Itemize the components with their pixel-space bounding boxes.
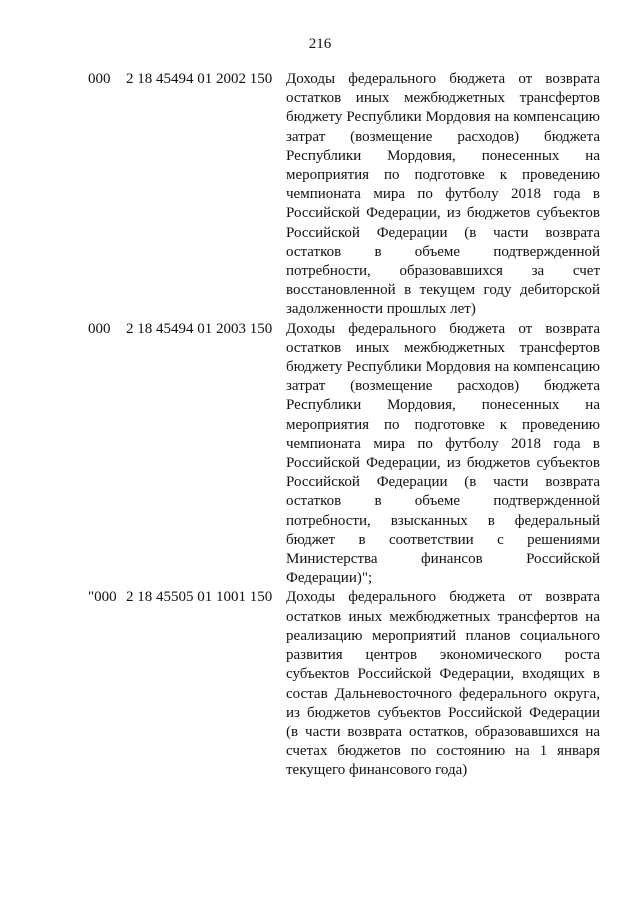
budget-code-list [88,70,600,781]
budget-classification-code: 2 18 45494 01 2002 150 [126,71,273,87]
admin-code: 000 [88,71,111,87]
income-description: Доходы федерального бюджета от возврата остатков иных межбюджетных трансфертов бюджету Республики Мордовия на компенсацию затрат (возмещение расходов) бюджета Республики Мордовия, понесенных на мероприятия по подготовке к проведению чемпионата мира по футболу 2018 года в Российской Федерации, из бюджетов субъектов Российской Федерации (в части возврата остатков в объеме подтвержденной потребности, образовавшихся за счет восстановленной в текущем году дебиторской задолженности прошлых лет) [286,71,600,318]
list-item [88,70,600,320]
list-item [88,588,600,780]
page-number: 216 [308,36,332,52]
budget-classification-code: 2 18 45505 01 1001 150 [126,589,273,606]
budget-classification-code: 2 18 45494 01 2003 150 [126,320,273,337]
admin-code: "000 [88,589,117,606]
income-description: Доходы федерального бюджета от возврата остатков иных межбюджетных трансфертов бюджету Республики Мордовия на компенсацию затрат (возмещение расходов) бюджета Республики Мордовия, понесенных на мероприятия по подготовке к проведению чемпионата мира по футболу 2018 года в Российской Федерации, из бюджетов субъектов Российской Федерации (в части возврата остатков в объеме подтвержденной потребности, взысканных в федеральный бюджет в соответствии с решениями Министерства финансов Российской Федерации)"; [286,320,600,587]
income-description: Доходы федерального бюджета от возврата остатков иных межбюджетных трансфертов на реализацию мероприятий планов социального развития центров экономического роста субъектов Российской Федерации, входящих в состав Дальневосточного федерального округа, из бюджетов субъектов Российской Федерации (в части возврата остатков, образовавшихся на счетах бюджетов по состоянию на 1 января текущего финансового года) [286,589,600,779]
admin-code: 000 [88,320,111,337]
list-item [88,320,600,589]
